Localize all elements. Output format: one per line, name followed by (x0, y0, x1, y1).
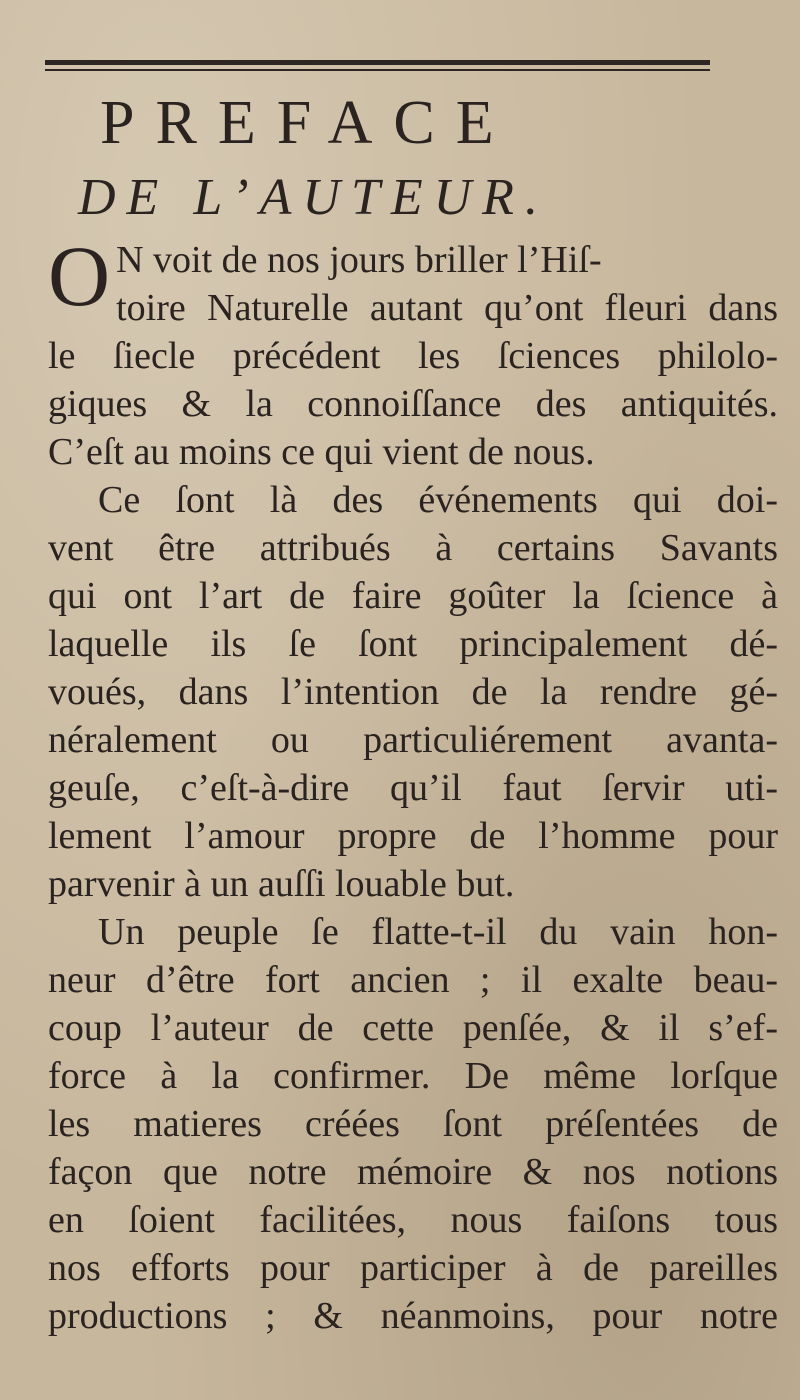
text-line: neur d’être fort ancien ; il exalte beau- (48, 959, 778, 1001)
text-line: en ſoient facilitées, nous faiſons tous (48, 1199, 778, 1241)
drop-cap: O (48, 228, 111, 324)
text-line: Un peuple ſe flatte-t-il du vain hon- (98, 911, 778, 953)
text-line: lement l’amour propre de l’homme pour (48, 815, 778, 857)
text-line: toire Naturelle autant qu’ont fleuri dans (116, 287, 778, 329)
text-line: coup l’auteur de cette penſée, & il s’ef- (48, 1007, 778, 1049)
body-text (48, 228, 778, 1340)
text-line: Ce ſont là des événements qui doi- (98, 479, 778, 521)
page-subtitle: DE L’AUTEUR. (78, 169, 549, 226)
text-line: voués, dans l’intention de la rendre gé- (48, 671, 778, 713)
text-line: façon que notre mémoire & nos notions (48, 1151, 778, 1193)
page-title: PREFACE (100, 89, 515, 157)
text-line: les matieres créées ſont préſentées de (48, 1103, 778, 1145)
text-line: qui ont l’art de faire goûter la ſcience à (48, 575, 778, 617)
text-line: néralement ou particuliérement avanta- (48, 719, 778, 761)
text-line: nos efforts pour participer à de pareilles (48, 1247, 778, 1289)
text-line: productions ; & néanmoins, pour notre (48, 1295, 778, 1337)
text-line: giques & la connoiſſance des antiquités. (48, 383, 778, 425)
text-line: laquelle ils ſe ſont principalement dé- (48, 623, 778, 665)
text-line: force à la confirmer. De même lorſque (48, 1055, 778, 1097)
text-line: le ſiecle précédent les ſciences philolo- (48, 335, 778, 377)
text-line: parvenir à un auſſi louable but. (48, 863, 515, 905)
first-line-text: N voit de nos jours briller l’Hiſ- (116, 239, 602, 281)
text-line: C’eſt au moins ce qui vient de nous. (48, 431, 595, 473)
header-rule-thin (45, 69, 710, 71)
text-line: vent être attribués à certains Savants (48, 527, 778, 569)
header-rule-thick (45, 60, 710, 65)
text-line: geuſe, c’eſt-à-dire qu’il faut ſervir uti- (48, 767, 778, 809)
